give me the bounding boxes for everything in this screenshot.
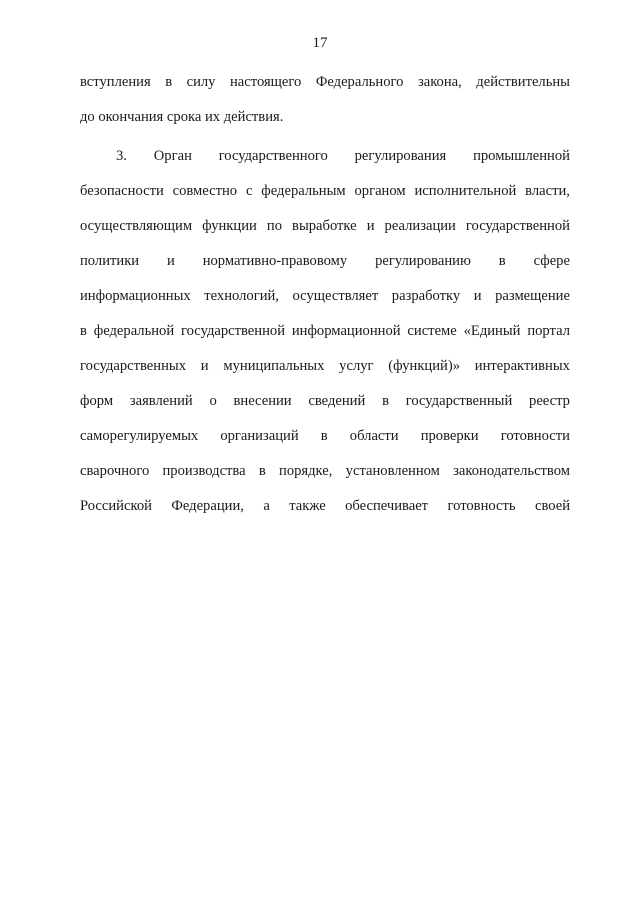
- word: государственный: [405, 393, 513, 409]
- word: производства: [162, 463, 246, 479]
- word: настоящего: [230, 74, 302, 90]
- word: в: [498, 253, 506, 269]
- document-body: [80, 72, 570, 531]
- word: с: [245, 183, 253, 199]
- word: информационной: [291, 323, 401, 339]
- word: заявлений: [129, 393, 193, 409]
- text-line: [80, 461, 570, 496]
- word: портал: [527, 323, 570, 339]
- word: выработке: [292, 218, 357, 234]
- word: в: [382, 393, 389, 409]
- word: в: [258, 463, 266, 479]
- word: исполнительной: [414, 183, 517, 199]
- line-text: до окончания срока их действия.: [80, 109, 284, 125]
- word: государственной: [465, 218, 570, 234]
- word: Федерации,: [171, 498, 244, 514]
- paragraph-1: [80, 72, 570, 142]
- text-line: [80, 356, 570, 391]
- word: и: [200, 358, 209, 374]
- word: размещение: [495, 288, 570, 304]
- word: осуществляет: [292, 288, 379, 304]
- word: федеральным: [261, 183, 346, 199]
- text-line: [80, 496, 570, 531]
- word: государственных: [80, 358, 187, 374]
- word: и: [366, 218, 375, 234]
- word: интерактивных: [474, 358, 570, 374]
- word: разработку: [391, 288, 461, 304]
- text-line: [80, 251, 570, 286]
- word: совместно: [172, 183, 238, 199]
- word: организаций: [220, 428, 299, 444]
- word: форм: [80, 393, 114, 409]
- word: в: [80, 323, 87, 339]
- word: нормативно-правовому: [202, 253, 348, 269]
- word: внесении: [233, 393, 292, 409]
- word: безопасности: [80, 183, 164, 199]
- word: по: [266, 218, 282, 234]
- word: услуг: [339, 358, 374, 374]
- word: силу: [186, 74, 216, 90]
- text-line: [80, 181, 570, 216]
- text-line: [80, 286, 570, 321]
- word: реестр: [529, 393, 570, 409]
- word: действительны: [476, 74, 570, 90]
- word: промышленной: [473, 148, 570, 164]
- word: реализации: [384, 218, 456, 234]
- page-number: 17: [312, 35, 328, 51]
- paragraph-2: [80, 146, 570, 531]
- word: технологий,: [204, 288, 279, 304]
- word: законодательством: [453, 463, 570, 479]
- word: государственной: [181, 323, 286, 339]
- word: федеральной: [93, 323, 175, 339]
- word: власти,: [525, 183, 570, 199]
- word: также: [289, 498, 326, 514]
- word: своей: [534, 498, 570, 514]
- text-line: [80, 426, 570, 461]
- word: органом: [354, 183, 406, 199]
- word: в: [320, 428, 328, 444]
- word: государственного: [218, 148, 328, 164]
- word: в: [165, 74, 173, 90]
- text-line: [80, 391, 570, 426]
- text-line: [80, 216, 570, 251]
- word: Орган: [153, 148, 192, 164]
- word: регулированию: [375, 253, 471, 269]
- text-line: [80, 146, 570, 181]
- word: проверки: [420, 428, 479, 444]
- text-line: [80, 321, 570, 356]
- word: обеспечивает: [345, 498, 429, 514]
- word: политики: [80, 253, 140, 269]
- word: вступления: [80, 74, 151, 90]
- word: Федерального: [315, 74, 404, 90]
- word: закона,: [417, 74, 462, 90]
- word: готовности: [500, 428, 570, 444]
- word: системе: [407, 323, 457, 339]
- word: сфере: [533, 253, 570, 269]
- text-line: [80, 72, 570, 107]
- word: области: [349, 428, 399, 444]
- word: муниципальных: [223, 358, 325, 374]
- word: сварочного: [80, 463, 150, 479]
- word: и: [167, 253, 175, 269]
- word: сведений: [308, 393, 366, 409]
- word: порядке,: [279, 463, 333, 479]
- word: (функций)»: [388, 358, 461, 374]
- item-number: 3.: [116, 148, 127, 164]
- word: о: [209, 393, 217, 409]
- text-line: [80, 107, 570, 142]
- word: и: [473, 288, 482, 304]
- word: Российской: [80, 498, 152, 514]
- word: осуществляющим: [80, 218, 193, 234]
- word: готовность: [447, 498, 516, 514]
- word: установленном: [345, 463, 440, 479]
- word: регулирования: [354, 148, 447, 164]
- word: саморегулируемых: [80, 428, 199, 444]
- word: «Единый: [463, 323, 521, 339]
- word: а: [263, 498, 270, 514]
- word: информационных: [80, 288, 191, 304]
- word: функции: [202, 218, 257, 234]
